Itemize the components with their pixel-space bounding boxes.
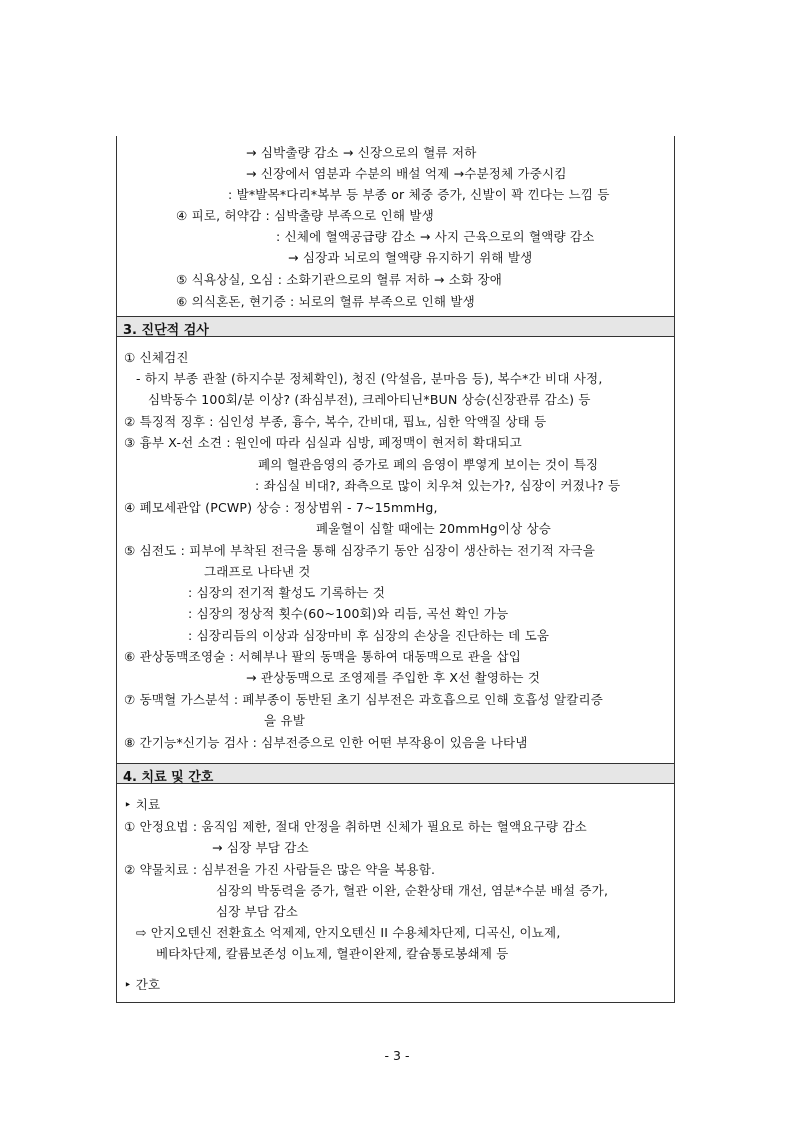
text-line: ④ 피로, 허약감 : 심박출량 부족으로 인해 발생 (176, 208, 434, 223)
text-line: 폐의 혈관음영의 증가로 폐의 음영이 뿌옇게 보이는 것이 특징 (258, 457, 599, 472)
page-number: - 3 - (384, 1048, 410, 1063)
text-line: : 발*발목*다리*복부 등 부종 or 체중 증가, 신발이 꽉 낀다는 느낌 등 (228, 187, 610, 202)
text-line: ⑧ 간기능*신기능 검사 : 심부전증으로 인한 어떤 부작용이 있음을 나타냄 (124, 735, 528, 750)
text-line: ⑥ 의식혼돈, 현기증 : 뇌로의 혈류 부족으로 인해 발생 (176, 294, 475, 309)
text-line: 그래프로 나타낸 것 (204, 564, 311, 579)
text-line: 심장의 박동력을 증가, 혈관 이완, 순환상태 개선, 염분*수분 배설 증가, (216, 883, 609, 898)
text-line: - 하지 부종 관찰 (하지수분 정체확인), 청진 (악설음, 분마음 등), 복수*간 비대 사정, (136, 371, 603, 386)
text-line: 심박동수 100회/분 이상? (좌심부전), 크레아티닌*BUN 상승(신장관류 감소) 등 (148, 392, 591, 407)
text-line: ‣ 간호 (124, 977, 161, 992)
section-heading: 4. 치료 및 간호 (123, 770, 214, 785)
text-line: ⇨ 안지오텐신 전환효소 억제제, 안지오텐신 II 수용체차단제, 디곡신, 이뇨제, (136, 925, 561, 940)
text-line: : 심장의 정상적 횟수(60~100회)와 리듬, 곡선 확인 가능 (188, 606, 509, 621)
text-line: → 심장 부담 감소 (212, 840, 309, 855)
text-line: ⑤ 식욕상실, 오심 : 소화기관으로의 혈류 저하 → 소화 장애 (176, 272, 503, 287)
text-line: → 심장과 뇌로의 혈액량 유지하기 위해 발생 (288, 250, 533, 265)
text-line: ③ 흉부 X-선 소견 : 원인에 따라 심실과 심방, 폐정맥이 현저히 확대되고 (124, 435, 522, 450)
section-heading-bar (117, 763, 674, 784)
text-line: 베타차단제, 칼륨보존성 이뇨제, 혈관이완제, 칼슘통로봉쇄제 등 (156, 946, 509, 961)
text-line: ② 약물치료 : 심부전을 가진 사람들은 많은 약을 복용함. (124, 862, 436, 877)
text-line: ⑦ 동맥혈 가스분석 : 폐부종이 동반된 초기 심부전은 과호흡으로 인해 호흡성 알칼리증 (124, 692, 604, 707)
text-line: ① 안정요법 : 움직임 제한, 절대 안정을 취하면 신체가 필요로 하는 혈액요구량 감소 (124, 819, 587, 834)
section-heading-bar (117, 316, 674, 337)
text-line: → 신장에서 염분과 수분의 배설 억제 →수분정체 가중시킴 (246, 166, 567, 181)
text-line: : 좌심실 비대?, 좌측으로 많이 치우쳐 있는가?, 심장이 커졌나? 등 (255, 478, 621, 493)
text-line: ⑤ 심전도 : 피부에 부착된 전극을 통해 심장주기 동안 심장이 생산하는 전기적 자극을 (124, 543, 595, 558)
text-line: ⑥ 관상동맥조영술 : 서혜부나 팔의 동맥을 통하여 대동맥으로 관을 삽입 (124, 649, 522, 664)
text-line: 폐울혈이 심할 때에는 20mmHg이상 상승 (316, 521, 552, 536)
text-line: ④ 폐모세관압 (PCWP) 상승 : 정상범위 - 7~15mmHg, (124, 500, 438, 515)
text-line: ② 특징적 징후 : 심인성 부종, 흉수, 복수, 간비대, 핍뇨, 심한 악액질 상태 등 (124, 414, 547, 429)
text-line: 심장 부담 감소 (216, 904, 298, 919)
text-line: : 심장리듬의 이상과 심장마비 후 심장의 손상을 진단하는 데 도움 (188, 628, 550, 643)
text-line: ‣ 치료 (124, 797, 161, 812)
text-line: ① 신체검진 (124, 350, 189, 365)
text-line: : 신체에 혈액공급량 감소 → 사지 근육으로의 혈액량 감소 (276, 229, 595, 244)
text-line: → 관상동맥으로 조영제를 주입한 후 X선 촬영하는 것 (246, 670, 541, 685)
text-line: 을 유발 (264, 713, 305, 728)
section-heading: 3. 진단적 검사 (123, 323, 209, 338)
text-line: → 심박출량 감소 → 신장으로의 혈류 저하 (246, 145, 477, 160)
text-line: : 심장의 전기적 활성도 기록하는 것 (188, 585, 386, 600)
